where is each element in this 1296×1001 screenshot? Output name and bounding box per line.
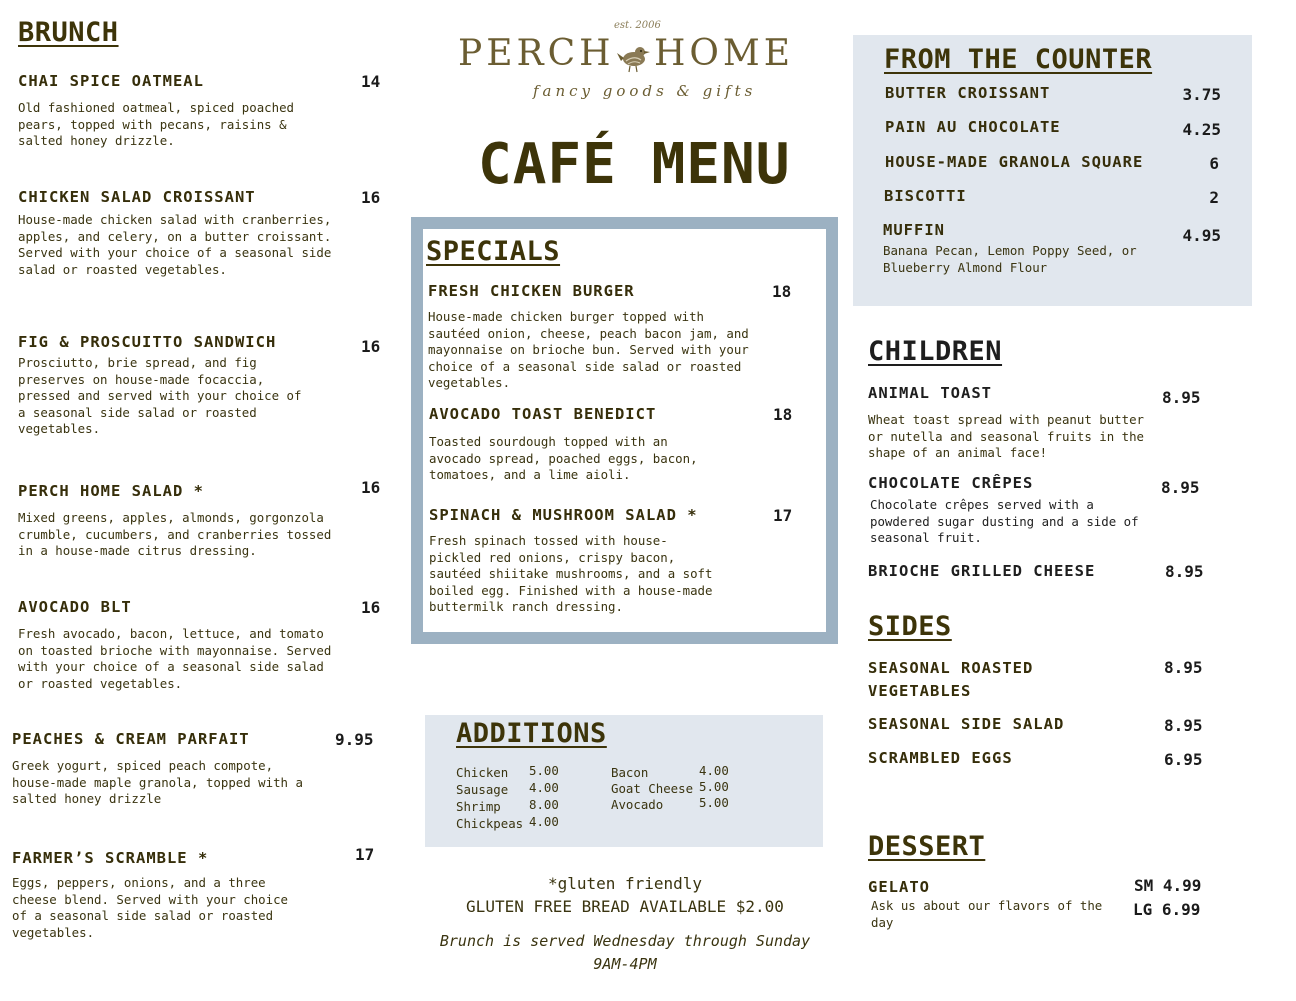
- addition-name: Sausage: [456, 782, 509, 797]
- brand-logo: [458, 33, 798, 79]
- item-price-large: LG 6.99: [1133, 900, 1201, 919]
- item-name: FRESH CHICKEN BURGER: [428, 282, 635, 300]
- additions-list-1: [456, 762, 596, 830]
- item-price: 18: [773, 405, 793, 424]
- menu-item: [868, 749, 1208, 769]
- brunch-hours-time: 9AM-4PM: [593, 955, 657, 973]
- brand-tagline: fancy goods & gifts: [533, 82, 757, 100]
- menu-item: [12, 730, 392, 808]
- item-price: 6: [1209, 154, 1219, 173]
- menu-item: [868, 715, 1208, 735]
- counter-item: [884, 187, 1224, 207]
- item-description: Prosciutto, brie spread, and fig preserves on house-made focaccia, pressed and served with your choice of a seasonal side salad or roasted vegetables.: [18, 355, 302, 436]
- special-item: [429, 405, 809, 484]
- item-price: 6.95: [1164, 750, 1203, 769]
- counter-item: [885, 84, 1225, 104]
- addition-name: Chickpeas: [456, 816, 524, 831]
- item-name: GELATO: [868, 878, 930, 896]
- item-name: SEASONAL SIDE SALAD: [868, 715, 1065, 733]
- item-name: AVOCADO TOAST BENEDICT: [429, 405, 657, 423]
- item-price: 8.95: [1161, 478, 1200, 497]
- additions-list-2: [611, 762, 751, 810]
- item-description: Ask us about our flavors of the day: [871, 898, 1103, 930]
- addition-name: Goat Cheese: [611, 781, 694, 796]
- item-description: Old fashioned oatmeal, spiced poached pears, topped with pecans, raisins & salted honey drizzle.: [18, 100, 295, 148]
- item-name: HOUSE-MADE GRANOLA SQUARE: [885, 153, 1144, 171]
- addition-row: [611, 778, 751, 794]
- addition-row: [456, 779, 596, 796]
- children-heading: CHILDREN: [868, 336, 1003, 367]
- item-name: MUFFIN: [883, 221, 945, 239]
- item-price: 4.95: [1182, 226, 1221, 245]
- addition-price: 8.00: [529, 797, 559, 812]
- item-name: ANIMAL TOAST: [868, 384, 992, 402]
- item-name: BUTTER CROISSANT: [885, 84, 1051, 102]
- item-price: 16: [361, 337, 381, 356]
- addition-name: Avocado: [611, 797, 664, 812]
- counter-item: [885, 153, 1225, 173]
- menu-item: [12, 845, 392, 941]
- item-name: SCRAMBLED EGGS: [868, 749, 1013, 767]
- item-name: FARMER’S SCRAMBLE *: [12, 849, 209, 867]
- item-description: Eggs, peppers, onions, and a three cheese blend. Served with your choice of a seasonal side salad or roasted vegetables.: [12, 875, 289, 940]
- item-price: 2: [1209, 188, 1219, 207]
- item-price: 9.95: [335, 730, 374, 749]
- item-description: Chocolate crêpes served with a powdered sugar dusting and a side of seasonal fruit.: [870, 497, 1139, 545]
- item-name: CHICKEN SALAD CROISSANT: [18, 188, 256, 206]
- menu-item: [18, 598, 388, 692]
- menu-item: [18, 478, 388, 560]
- menu-item: [868, 657, 1208, 703]
- item-price: 3.75: [1182, 85, 1221, 104]
- addition-name: Shrimp: [456, 799, 501, 814]
- item-price: 16: [361, 478, 381, 497]
- dessert-heading: DESSERT: [868, 831, 986, 862]
- item-name: BISCOTTI: [884, 187, 967, 205]
- counter-item: [885, 118, 1225, 138]
- item-description: House-made chicken salad with cranberries, apples, and celery, on a butter croissant. Served with your choice of a seasonal side salad or roasted vegetables.: [18, 212, 332, 277]
- menu-item: [18, 72, 388, 150]
- brunch-hours-line: Brunch is served Wednesday through Sunday: [439, 932, 811, 950]
- item-name: BRIOCHE GRILLED CHEESE: [868, 562, 1096, 580]
- menu-item: [18, 188, 388, 278]
- item-description: Greek yogurt, spiced peach compote, house-made maple granola, topped with a salted honey drizzle: [12, 758, 303, 806]
- addition-price: 5.00: [699, 779, 729, 794]
- item-price: 8.95: [1165, 562, 1204, 581]
- item-price: 8.95: [1164, 716, 1203, 735]
- item-name: SEASONAL ROASTED VEGETABLES: [868, 659, 1034, 700]
- addition-price: 4.00: [529, 780, 559, 795]
- additions-heading: ADDITIONS: [456, 718, 607, 749]
- item-name: PEACHES & CREAM PARFAIT: [12, 730, 250, 748]
- addition-row: [456, 762, 596, 779]
- counter-item: [883, 221, 1223, 276]
- brand-name-right: HOME: [654, 33, 795, 74]
- item-description: Wheat toast spread with peanut butter or nutella and seasonal fruits in the shape of an animal face!: [868, 412, 1145, 460]
- special-item: [428, 282, 808, 392]
- menu-item: [18, 333, 388, 438]
- addition-name: Bacon: [611, 765, 649, 780]
- item-description: Mixed greens, apples, almonds, gorgonzola crumble, cucumbers, and cranberries tossed in a house-made citrus dressing.: [18, 510, 332, 558]
- brand-name-left: PERCH: [458, 33, 615, 74]
- addition-row: [456, 796, 596, 813]
- sides-heading: SIDES: [868, 611, 952, 642]
- addition-price: 4.00: [529, 814, 559, 829]
- addition-row: [456, 813, 596, 830]
- item-price: 16: [361, 188, 381, 207]
- item-price: 17: [355, 845, 375, 864]
- brunch-heading: BRUNCH: [18, 17, 119, 48]
- item-name: PERCH HOME SALAD *: [18, 482, 204, 500]
- item-name: CHOCOLATE CRÊPES: [868, 474, 1034, 492]
- addition-price: 5.00: [699, 795, 729, 810]
- menu-item: [868, 474, 1208, 547]
- item-price: 18: [772, 282, 792, 301]
- established-text: est. 2006: [614, 20, 661, 31]
- item-price: 8.95: [1162, 388, 1201, 407]
- gluten-friendly-note: *gluten friendly: [547, 874, 703, 893]
- item-description: House-made chicken burger topped with sautéed onion, cheese, peach bacon jam, and mayonnaise on brioche bun. Served with your choice of a seasonal side salad or roasted vegetables.: [428, 309, 749, 390]
- item-price: 14: [361, 72, 381, 91]
- menu-item: [868, 562, 1208, 582]
- item-description: Banana Pecan, Lemon Poppy Seed, or Blueberry Almond Flour: [883, 243, 1137, 275]
- item-price: 17: [773, 506, 793, 525]
- item-price: 4.25: [1182, 120, 1221, 139]
- item-description: Fresh avocado, bacon, lettuce, and tomato on toasted brioche with mayonnaise. Served with your choice of a seasonal side salad or roasted vegetables.: [18, 626, 332, 691]
- addition-row: [611, 762, 751, 778]
- item-name: PAIN AU CHOCOLATE: [885, 118, 1061, 136]
- addition-price: 5.00: [529, 763, 559, 778]
- specials-heading: SPECIALS: [426, 236, 561, 267]
- item-name: CHAI SPICE OATMEAL: [18, 72, 204, 90]
- addition-name: Chicken: [456, 765, 509, 780]
- menu-item: [868, 384, 1208, 462]
- counter-heading: FROM THE COUNTER: [884, 44, 1153, 75]
- item-name: FIG & PROSCUITTO SANDWICH: [18, 333, 277, 351]
- item-description: Fresh spinach tossed with house-pickled red onions, crispy bacon, sautéed shiitake mushrooms, and a soft boiled egg. Finished with a house-made buttermilk ranch dressing.: [429, 533, 713, 614]
- item-name: SPINACH & MUSHROOM SALAD *: [429, 506, 698, 524]
- item-price-small: SM 4.99: [1134, 876, 1202, 895]
- gluten-free-bread-note: GLUTEN FREE BREAD AVAILABLE $2.00: [466, 897, 784, 916]
- item-price: 16: [361, 598, 381, 617]
- item-price: 8.95: [1164, 658, 1203, 677]
- addition-price: 4.00: [699, 763, 729, 778]
- special-item: [429, 506, 809, 616]
- item-name: AVOCADO BLT: [18, 598, 132, 616]
- item-description: Toasted sourdough topped with an avocado spread, poached eggs, bacon, tomatoes, and a lime aioli.: [429, 434, 698, 482]
- page-title: CAFÉ MENU: [478, 132, 791, 197]
- menu-item: [868, 878, 1208, 931]
- addition-row: [611, 794, 751, 810]
- bird-icon: [616, 39, 652, 77]
